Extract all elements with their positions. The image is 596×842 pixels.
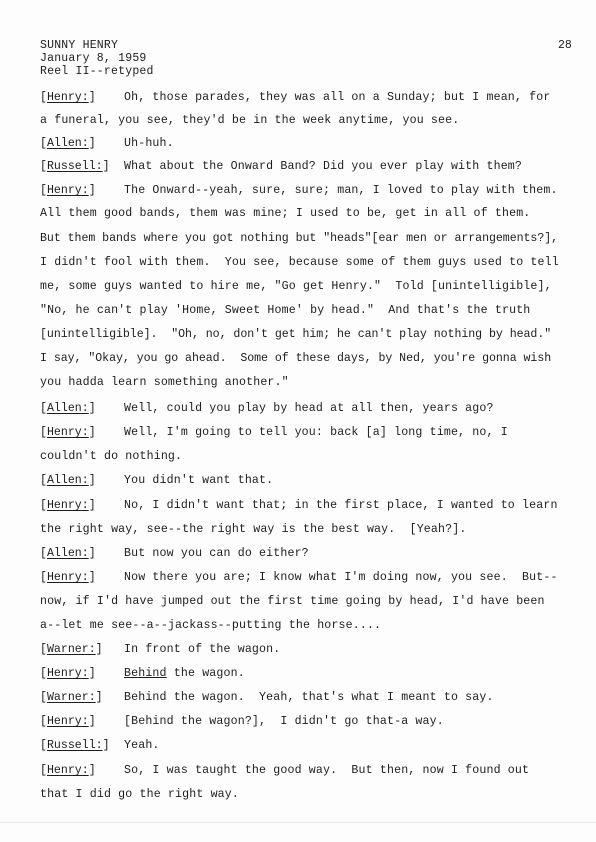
speaker-name: Allen: [46, 474, 89, 487]
transcript-line: "No, he can't play 'Home, Sweet Home' by head." And that's the truth [40, 304, 531, 317]
speaker-tag: [Henry:] [40, 571, 96, 584]
speaker-name: Henry: [46, 764, 89, 777]
transcript-line: [Behind the wagon?], I didn't go that-a way. [124, 715, 444, 728]
transcript-line: Oh, those parades, they was all on a Sunday; but I mean, for [124, 91, 551, 104]
transcript-line: you hadda learn something another." [40, 376, 289, 389]
speaker-tag: [Henry:] [40, 91, 96, 104]
line-rest: the wagon. [166, 667, 245, 680]
transcript-line [124, 667, 245, 680]
speaker-tag: [Henry:] [40, 499, 96, 512]
speaker-tag: [Russell:] [40, 160, 110, 173]
speaker-name: Henry: [46, 426, 89, 439]
transcript-line: that I did go the right way. [40, 788, 240, 801]
emphasized-word: Behind [124, 667, 167, 680]
page-edge [0, 822, 596, 823]
speaker-name: Warner: [46, 691, 96, 704]
transcript-line: a--let me see--a--jackass--putting the horse.... [40, 619, 382, 632]
speaker-name: Henry: [46, 715, 89, 728]
speaker-tag: [Russell:] [40, 739, 110, 752]
transcript-line: Behind the wagon. Yeah, that's what I meant to say. [124, 691, 494, 704]
transcript-line: I didn't fool with them. You see, because some of them guys used to tell [40, 256, 559, 269]
speaker-name: Russell: [46, 739, 103, 752]
document-header [40, 39, 154, 78]
transcript-line: So, I was taught the good way. But then, now I found out [124, 764, 530, 777]
speaker-tag: [Henry:] [40, 715, 96, 728]
speaker-tag: [Allen:] [40, 137, 96, 150]
page-number: 28 [558, 39, 572, 52]
transcript-line: You didn't want that. [124, 474, 274, 487]
transcript-line: The Onward--yeah, sure, sure; man, I loved to play with them. [124, 184, 558, 197]
speaker-tag: [Henry:] [40, 184, 96, 197]
speaker-name: Allen: [46, 547, 89, 560]
speaker-tag: [Allen:] [40, 547, 96, 560]
transcript-line: What about the Onward Band? Did you ever play with them? [124, 160, 523, 173]
speaker-name: Henry: [46, 91, 89, 104]
speaker-name: Warner: [46, 643, 96, 656]
speaker-name: Allen: [46, 137, 89, 150]
transcript-line: [unintelligible]. "Oh, no, don't get him; he can't play nothing by head." [40, 328, 552, 341]
speaker-tag: [Henry:] [40, 667, 96, 680]
transcript-line: Now there you are; I know what I'm doing now, you see. But-- [124, 571, 558, 584]
speaker-name: Russell: [46, 160, 103, 173]
transcript-line: But now you can do either? [124, 547, 309, 560]
speaker-tag: [Henry:] [40, 764, 96, 777]
transcript-line: couldn't do nothing. [40, 450, 183, 463]
transcript-line: I say, "Okay, you go ahead. Some of these days, by Ned, you're gonna wish [40, 352, 552, 365]
speaker-tag: [Warner:] [40, 643, 103, 656]
speaker-tag: [Allen:] [40, 402, 96, 415]
speaker-name: Henry: [46, 184, 89, 197]
speaker-name: Henry: [46, 499, 89, 512]
transcript-line: me, some guys wanted to hire me, "Go get Henry." Told [unintelligible], [40, 280, 552, 293]
transcript-line: Uh-huh. [124, 137, 174, 150]
transcript-line: No, I didn't want that; in the first place, I wanted to learn [124, 499, 558, 512]
speaker-name: Henry: [46, 571, 89, 584]
transcript-line: But them bands where you got nothing but "heads"[ear men or arrangements?], [40, 232, 559, 245]
transcript-line: All them good bands, them was mine; I used to be, get in all of them. [40, 207, 531, 220]
transcript-line: Yeah. [124, 739, 160, 752]
transcript-line: the right way, see--the right way is the best way. [Yeah?]. [40, 523, 467, 536]
transcript-line: Well, I'm going to tell you: back [a] long time, no, I [124, 426, 508, 439]
transcript-line: Well, could you play by head at all then, years ago? [124, 402, 494, 415]
speaker-tag: [Warner:] [40, 691, 103, 704]
transcript-line: now, if I'd have jumped out the first time going by head, I'd have been [40, 595, 545, 608]
header-date: January 8, 1959 [40, 52, 147, 65]
header-reel: Reel II--retyped [40, 65, 154, 78]
speaker-tag: [Henry:] [40, 426, 96, 439]
transcript-line: In front of the wagon. [124, 643, 281, 656]
transcript-line: a funeral, you see, they'd be in the week anytime, you see. [40, 114, 460, 127]
speaker-name: Henry: [46, 667, 89, 680]
speaker-name: Allen: [46, 402, 89, 415]
speaker-tag: [Allen:] [40, 474, 96, 487]
header-subject: SUNNY HENRY [40, 39, 119, 52]
